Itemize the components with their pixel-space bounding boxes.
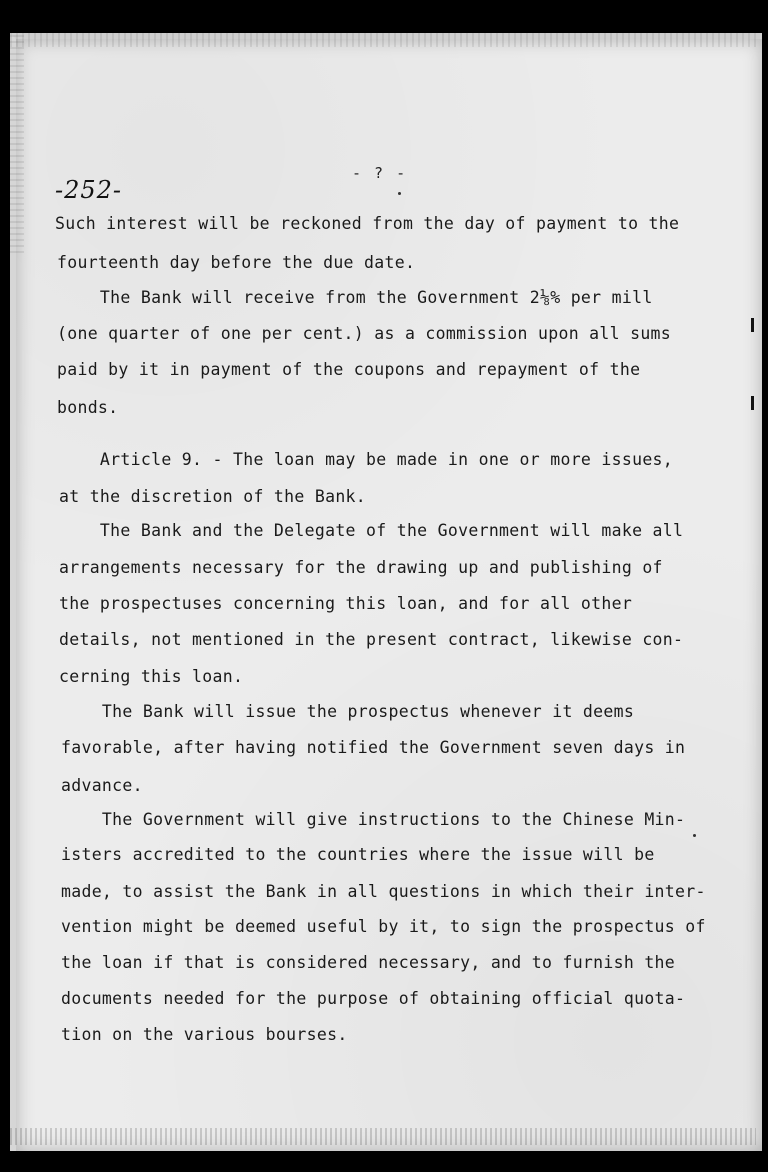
speck: [398, 192, 401, 195]
text-line-1: Such interest will be reckoned from the day of payment to the: [55, 214, 680, 233]
text-line-5: paid by it in payment of the coupons and repayment of the: [57, 360, 641, 379]
text-line-11: the prospectuses concerning this loan, and for all other: [59, 594, 633, 613]
text-line-18: isters accredited to the countries where the issue will be: [61, 845, 655, 864]
margin-mark: [751, 318, 754, 332]
text-line-23: tion on the various bourses.: [61, 1025, 348, 1044]
margin-mark: [751, 396, 754, 410]
text-line-9: The Bank and the Delegate of the Government will make all: [59, 521, 684, 540]
text-line-13: cerning this loan.: [59, 667, 244, 686]
text-line-14: The Bank will issue the prospectus whenever it deems: [61, 702, 635, 721]
speck: [693, 834, 696, 837]
text-line-15: favorable, after having notified the Government seven days in: [61, 738, 686, 757]
text-line-3: The Bank will receive from the Government 2⅛% per mill: [59, 288, 653, 307]
text-line-7: Article 9. - The loan may be made in one or more issues,: [59, 450, 674, 469]
text-line-6: bonds.: [57, 398, 119, 417]
text-line-17: The Government will give instructions to the Chinese Min-: [61, 810, 686, 829]
text-line-8: at the discretion of the Bank.: [59, 487, 367, 506]
page-edge-texture-left: [10, 33, 24, 253]
page-edge-texture-top: [10, 33, 756, 47]
document-page: [10, 33, 762, 1151]
text-line-4: (one quarter of one per cent.) as a commission upon all sums: [57, 324, 672, 343]
text-line-19: made, to assist the Bank in all questions in which their inter-: [61, 882, 706, 901]
text-line-2: fourteenth day before the due date.: [57, 253, 416, 272]
text-line-12: details, not mentioned in the present contract, likewise con-: [59, 630, 684, 649]
text-line-21: the loan if that is considered necessary, and to furnish the: [61, 953, 676, 972]
text-line-10: arrangements necessary for the drawing up and publishing of: [59, 558, 663, 577]
text-line-22: documents needed for the purpose of obtaining official quota-: [61, 989, 686, 1008]
page-number-mark: - ? -: [352, 164, 408, 182]
text-line-16: advance.: [61, 776, 143, 795]
page-edge-texture-bottom: [10, 1128, 756, 1145]
text-line-20: vention might be deemed useful by it, to sign the prospectus of: [61, 917, 706, 936]
handwritten-page-number: -252-: [55, 176, 123, 204]
